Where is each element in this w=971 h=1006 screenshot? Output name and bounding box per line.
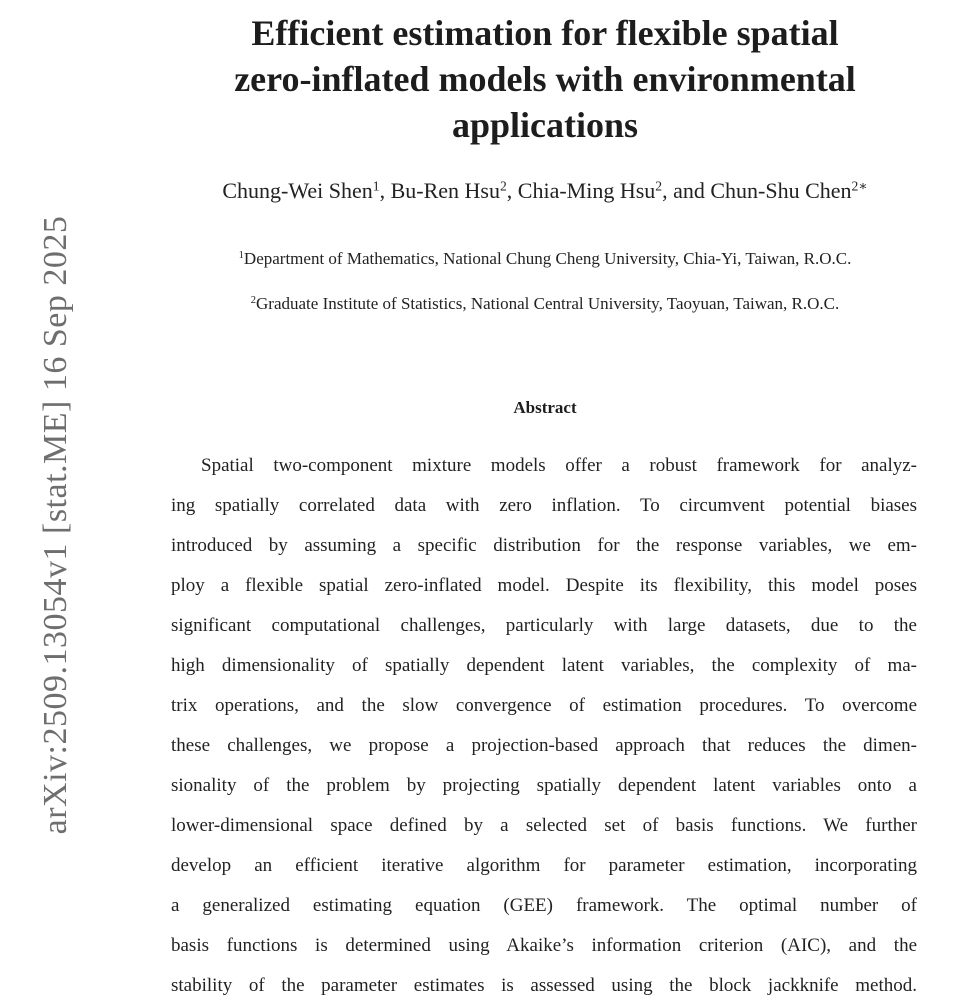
abstract-line: ploy a flexible spatial zero-inflated model. Despite its flexibility, this model poses [171, 575, 917, 596]
abstract-line: Spatial two-component mixture models offer a robust framework for analyz- [201, 455, 917, 476]
author-affiliation-mark: 2 [655, 178, 663, 194]
abstract-line: sionality of the problem by projecting spatially dependent latent variables onto a [171, 775, 917, 796]
affiliation-text: Graduate Institute of Statistics, National Central University, Taoyuan, Taiwan, R.O.C. [256, 294, 840, 313]
abstract-line: ing spatially correlated data with zero inflation. To circumvent potential biases [171, 495, 917, 516]
abstract-heading: Abstract [513, 398, 577, 417]
author-affiliation-mark: 2∗ [851, 178, 868, 194]
author-list [120, 178, 970, 204]
title-line: zero-inflated models with environmental [234, 59, 856, 99]
abstract-line: significant computational challenges, particularly with large datasets, due to the [171, 615, 917, 636]
affiliation-text: Department of Mathematics, National Chung Cheng University, Chia-Yi, Taiwan, R.O.C. [243, 249, 852, 268]
abstract-body [171, 446, 917, 1006]
affiliation-mark: 2 [250, 295, 257, 307]
abstract-line: lower-dimensional space defined by a selected set of basis functions. We further [171, 815, 917, 836]
arxiv-identifier-stamp: arXiv:2509.13054v1 [stat.ME] 16 Sep 2025 [37, 215, 74, 835]
affiliation [120, 294, 970, 314]
paper-title [150, 10, 940, 148]
author-name: Chun-Shu Chen [710, 178, 852, 203]
title-line: applications [451, 105, 639, 145]
author-separator: , [379, 178, 391, 203]
abstract-line: stability of the parameter estimates is assessed using the block jackknife method. [171, 975, 917, 996]
abstract-line: trix operations, and the slow convergence of estimation procedures. To overcome [171, 695, 917, 716]
abstract-line: introduced by assuming a specific distribution for the response variables, we em- [171, 535, 917, 556]
abstract-line: develop an efficient iterative algorithm for parameter estimation, incorporating [171, 855, 917, 876]
abstract-line: a generalized estimating equation (GEE) framework. The optimal number of [171, 895, 917, 916]
abstract-line: these challenges, we propose a projection-based approach that reduces the dimen- [171, 735, 917, 756]
author-affiliation-mark: 1 [372, 178, 380, 194]
affiliation-mark: 1 [238, 250, 244, 262]
author-name: Chung-Wei Shen [222, 178, 373, 203]
author-affiliation-mark: 2 [499, 178, 507, 194]
author-name: Bu-Ren Hsu [390, 178, 500, 203]
title-line: Efficient estimation for flexible spatial [251, 13, 839, 53]
author-name: Chia-Ming Hsu [517, 178, 656, 203]
abstract-line: high dimensionality of spatially dependent latent variables, the complexity of ma- [171, 655, 917, 676]
affiliation [120, 249, 970, 269]
author-separator: , and [662, 178, 711, 203]
author-separator: , [506, 178, 518, 203]
abstract-line: basis functions is determined using Akaike’s information criterion (AIC), and the [171, 935, 917, 956]
